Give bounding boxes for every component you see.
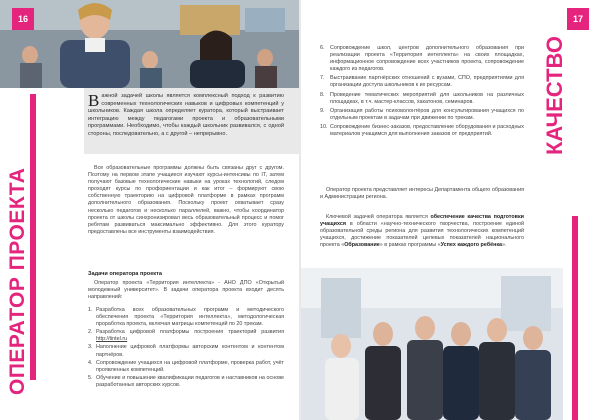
bold-run: обеспечение качества подготовки учащихся [320, 214, 524, 228]
text-run: » в рамках программы « [379, 242, 441, 249]
list-item [320, 75, 524, 89]
body-paragraph-2: Оператор проекта «Территория интеллекта» - АНО ДПО «Открытый молодежный университет». В задачи оператора проекта входит десять направлений: [88, 280, 284, 301]
list-item [88, 375, 284, 389]
text-run: Ключевой задачей оператора является [326, 214, 431, 220]
list-number: 4. [88, 359, 93, 366]
section-title-operator: ОПЕРАТОР ПРОЕКТА [6, 167, 29, 395]
text-run: ». [502, 242, 507, 249]
group-photo [301, 268, 563, 420]
drop-cap: В [88, 91, 100, 110]
list-text: Сопровождение школ, центров дополнительного образования при реализации проекта «Территория интеллекта» на своих площадках, информационное сопровождение всех участников проекта, сопровождение каждого из педагогов. [330, 45, 524, 73]
intro-paragraph [88, 93, 284, 139]
list-text: Обучение и повышение квалификации педагогов и наставников на основе разработанных авторских курсов. [96, 374, 284, 388]
body-paragraph-4 [320, 214, 524, 249]
page-number-right: 17 [567, 8, 589, 30]
list-number: 7. [320, 75, 325, 82]
list-text: Наполнение цифровой платформы авторским контентом и контентом партнёров. [96, 344, 284, 358]
section-title-quality: КАЧЕСТВО [542, 35, 567, 155]
list-item [88, 360, 284, 374]
accent-bar-left [30, 94, 36, 380]
list-item [320, 45, 524, 73]
tasks-list-left [88, 307, 284, 390]
list-number: 10. [320, 123, 328, 130]
list-item [88, 344, 284, 358]
list-item [320, 92, 524, 106]
list-item [320, 108, 524, 122]
list-text: Разработка цифровой платформы построения траекторий развития [96, 329, 284, 336]
bold-run: Образование [344, 242, 380, 249]
list-number: 8. [320, 91, 325, 98]
body-paragraph-3: Оператор проекта представляет интересы Департамента общего образования и Администрации региона. [320, 187, 524, 201]
page-number-left: 16 [12, 8, 34, 30]
list-item [88, 307, 284, 328]
tasks-list-right [320, 45, 524, 140]
list-text: Организация работы психоволонтёров для консультирования учащихся по отдельным проектам в задачам при движении по трекам. [330, 107, 524, 121]
list-number: 6. [320, 45, 325, 51]
tasks-heading: Задачи оператора проекта [88, 271, 162, 277]
text-run: в области «научно-технического творчества, построение единой образовательной среды региона для развития технологических компетенций учащихся, достижение показателей целевых показателей национального проекта « [320, 221, 524, 249]
list-text: Выстраивание партнёрских отношений с вузами, СПО, предприятиями для организации доступа школьников к их ресурсам. [330, 75, 524, 89]
list-number: 3. [88, 344, 93, 351]
list-number: 1. [88, 307, 93, 313]
classroom-photo [0, 0, 299, 88]
list-item [88, 329, 284, 343]
accent-bar-right [572, 216, 578, 420]
list-text: Проведение тематических мероприятий для школьников на различных площадках, в т.ч. мастер-классов, хакатонов, семинаров. [330, 91, 524, 105]
tintel-link[interactable]: http://tintel.ru [96, 336, 128, 343]
list-number: 5. [88, 374, 93, 381]
list-item [320, 124, 524, 138]
list-text: Сопровождение учащихся на цифровой платформе, проверка работ, учёт проявленных компетенций. [96, 359, 284, 373]
list-number: 2. [88, 329, 93, 336]
list-text: Сопровождение бизнес-заказов, предоставление оборудования и расходных материалов учащимся для выполнения заказов от предприятий. [330, 123, 524, 138]
body-paragraph-1: Все образовательные программы должны быть связаны друг с другом. Поэтому на первом этапе учащиеся изучают курсы-интенсивы по IT, затем получают базовые технологические навыки на уроках технологий, следом проходят курсы по профориентации и как итог – формируют свою собственную траекторию на цифровой платформе в рамках программ дополнительного образования. Поскольку проект охватывает сразу несколько педагогов и несколько параллелей, важно, чтобы координатор проекта от школы синхронизировал весь образовательный процесс и помог ребятам развиваться максимально эффективно. Для этого куратору предоставлены все инструменты взаимодействия. [88, 165, 284, 235]
list-text: Разработка всех образовательных программ и методического обеспечения проекта «Территория интеллекта», методологическая проработка проекта, включая матрицы компетенций по 20 трекам. [96, 307, 284, 328]
bold-run: Успех каждого ребёнка [440, 242, 503, 249]
intro-text: ажной задачей школы является комплексный подход к развитию современных технологических навыков и цифровых компетенций у школьников. Каждая школа определяет куратора, который выстраивает интеграцию между педагогами проекта и образовательными программами. Необходимо, чтобы каждый школьник развивался, с одной стороны, последовательно, а с другой – непрерывно. [88, 93, 284, 137]
list-number: 9. [320, 107, 325, 114]
